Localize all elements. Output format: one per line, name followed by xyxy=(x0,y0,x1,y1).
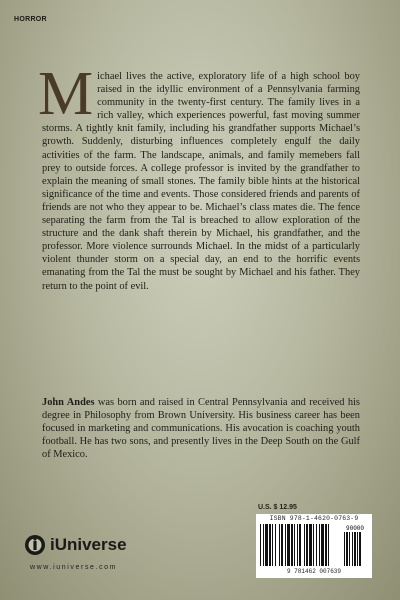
addon-stripe xyxy=(357,532,358,566)
barcode-bars xyxy=(260,524,368,568)
barcode-stripe xyxy=(304,524,305,566)
blurb-text: ichael lives the active, exploratory life of a high school boy raised in the idyllic environment of a Pennsylvania farming community in the twenty-first century. The family lives in a rich valley, which experiences powerful, fast moving summer storms. A tightly knit family, including his grandfather supports Michael’s growth. Suddenly, disturbing influences completely engulf the daily activities of the farm. The landscape, animals, and family memebers fall prey to outside forces. A college professor is invited by the grandfather to explain the meaning of small stones. The family bible hints at the historical significance of the time and events. Those considered friends and parents of friends are not who they appear to be. Michael’s class mates die. The fence separating the farm from the Tal is breached to allow exploration of the structure and the dank shaft therein by Michael, his grandfather, and the professor. More violence surrounds Michael. In the midst of a particularly violent thunder storm on a special day, an end to the horrific events emanating from the Tal the must be sought by Michael and his father. They return to the point of evil. xyxy=(42,71,360,292)
barcode-stripe xyxy=(294,524,295,566)
addon-stripe xyxy=(349,532,350,566)
publisher-website: www.iuniverse.com xyxy=(30,564,118,571)
book-blurb xyxy=(38,60,360,293)
barcode-stripe xyxy=(309,524,312,566)
barcode-stripe xyxy=(321,524,324,566)
barcode-stripe xyxy=(265,524,268,566)
barcode-stripe xyxy=(279,524,280,566)
barcode-stripe xyxy=(281,524,283,566)
addon-stripe xyxy=(354,532,356,566)
addon-stripe xyxy=(346,532,348,566)
barcode-stripe xyxy=(316,524,317,566)
barcode-stripe xyxy=(291,524,293,566)
bio-text: was born and raised in Central Pennsylvania and received his degree in Philosophy from Brown University. His business career has been focused in marketing and communications. His avocation is coaching youth football. He has two sons, and presently lives in the Deep South on the Gulf of Mexico. xyxy=(42,397,360,461)
barcode-stripe xyxy=(287,524,290,566)
iuniverse-logo-icon xyxy=(24,534,46,556)
barcode-stripe xyxy=(260,524,261,566)
barcode-stripe xyxy=(328,524,329,566)
drop-cap: M xyxy=(38,60,94,128)
barcode-stripe xyxy=(272,524,273,566)
barcode-stripe xyxy=(275,524,276,566)
barcode-stripe xyxy=(313,524,314,566)
publisher-name: iUniverse xyxy=(50,535,127,554)
publisher-logo xyxy=(24,534,127,556)
barcode-digits: 9 781462 007639 xyxy=(286,568,341,575)
addon-stripe xyxy=(352,532,353,566)
isbn-text: ISBN 978-1-4620-0763-9 xyxy=(269,515,359,522)
author-name: John Andes xyxy=(42,397,95,408)
barcode-stripe xyxy=(319,524,320,566)
author-bio xyxy=(42,396,360,461)
barcode-stripe xyxy=(269,524,271,566)
barcode-addon-text: 90000 xyxy=(346,525,365,532)
addon-stripe xyxy=(344,532,345,566)
barcode xyxy=(256,514,372,578)
barcode-stripe xyxy=(325,524,327,566)
genre-label: HORROR xyxy=(14,16,47,23)
barcode-stripe xyxy=(285,524,286,566)
price-label: U.S. $ 12.95 xyxy=(258,504,297,511)
barcode-stripe xyxy=(299,524,301,566)
barcode-stripe xyxy=(297,524,298,566)
addon-stripe xyxy=(359,532,361,566)
barcode-stripe xyxy=(263,524,264,566)
barcode-stripe xyxy=(306,524,308,566)
